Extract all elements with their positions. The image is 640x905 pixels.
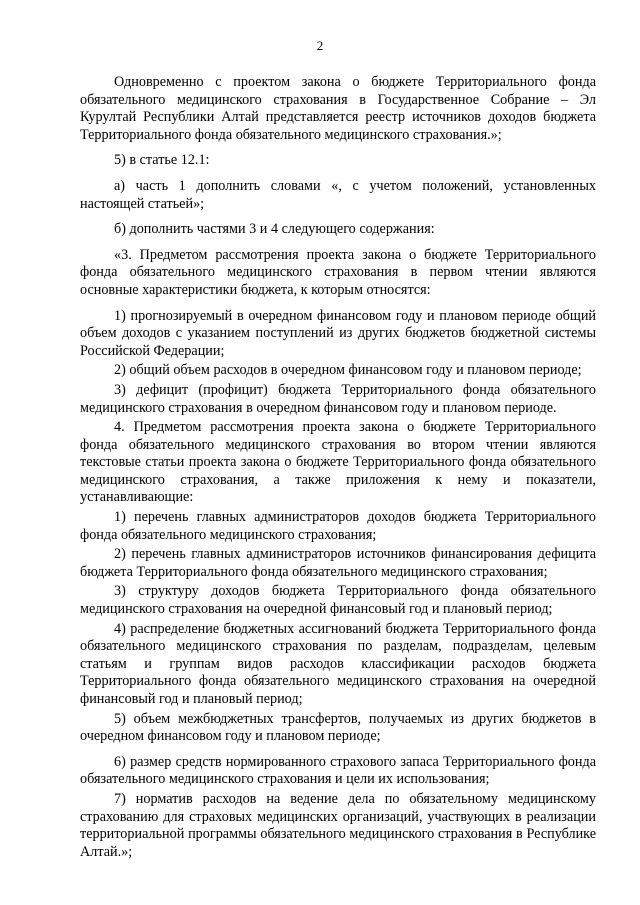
paragraph-registry: Одновременно с проектом закона о бюджете Территориального фонда обязательного медицинского страхования в Государственное Собрание – Эл Курултай Республики Алтай представляется реестр источников доходов бюджета Территориального фонда обязательного медицинского страхования.»; bbox=[80, 74, 596, 143]
paragraph-item-5: 5) в статье 12.1: bbox=[114, 152, 210, 169]
paragraph-part-4-item-6: 6) размер средств нормированного страхового запаса Территориального фонда обязательного медицинского страхования и цели их использования; bbox=[80, 753, 596, 788]
paragraph-part-3-item-1: 1) прогнозируемый в очередном финансовом году и плановом периоде общий объем доходов с указанием поступлений из других бюджетов бюджетной системы Российской Федерации; bbox=[80, 307, 596, 359]
paragraph-part-3-item-3: 3) дефицит (профицит) бюджета Территориального фонда обязательного медицинского страхования в очередном финансовом году и плановом периоде. bbox=[80, 381, 596, 416]
paragraph-part-3: «3. Предметом рассмотрения проекта закона о бюджете Территориального фонда обязательного медицинского страхования в первом чтении являются основные характеристики бюджета, к которым относятся: bbox=[80, 246, 596, 298]
paragraph-part-4-item-7: 7) норматив расходов на ведение дела по обязательному медицинскому страхованию для страховых медицинских организаций, участвующих в реализации территориальной программы обязательного медицинского страхования в Республике Алтай.»; bbox=[80, 790, 596, 860]
paragraph-part-4-item-1: 1) перечень главных администраторов доходов бюджета Территориального фонда обязательного медицинского страхования; bbox=[80, 509, 596, 543]
page-number: 2 bbox=[316, 38, 324, 53]
paragraph-subitem-a: а) часть 1 дополнить словами «, с учетом положений, установленных настоящей статьей»; bbox=[80, 177, 596, 212]
paragraph-subitem-b: б) дополнить частями 3 и 4 следующего содержания: bbox=[114, 221, 435, 238]
paragraph-part-4-item-5: 5) объем межбюджетных трансфертов, получаемых из других бюджетов в очередном финансовом году и плановом периоде; bbox=[80, 710, 596, 745]
paragraph-part-4: 4. Предметом рассмотрения проекта закона о бюджете Территориального фонда обязательного медицинского страхования во втором чтении являются текстовые статьи проекта закона о бюджете Территориального фонда обязательного медицинского страхования, а также приложения к нему и показатели, устанавливающие: bbox=[80, 419, 596, 506]
paragraph-part-4-item-3: 3) структуру доходов бюджета Территориального фонда обязательного медицинского страхования на очередной финансовый год и плановый период; bbox=[80, 583, 596, 618]
paragraph-part-4-item-4: 4) распределение бюджетных ассигнований бюджета Территориального фонда обязательного медицинского страхования по разделам, подразделам, целевым статьям и группам видов расходов классификации расходов бюджета Территориального фонда обязательного медицинского страхования на очередной финансовый год и плановый период; bbox=[80, 620, 596, 707]
document-body bbox=[80, 74, 596, 861]
paragraph-part-3-item-2: 2) общий объем расходов в очередном финансовом году и плановом периоде; bbox=[114, 362, 582, 379]
paragraph-part-4-item-2: 2) перечень главных администраторов источников финансирования дефицита бюджета Территориального фонда обязательного медицинского страхования; bbox=[80, 546, 596, 580]
